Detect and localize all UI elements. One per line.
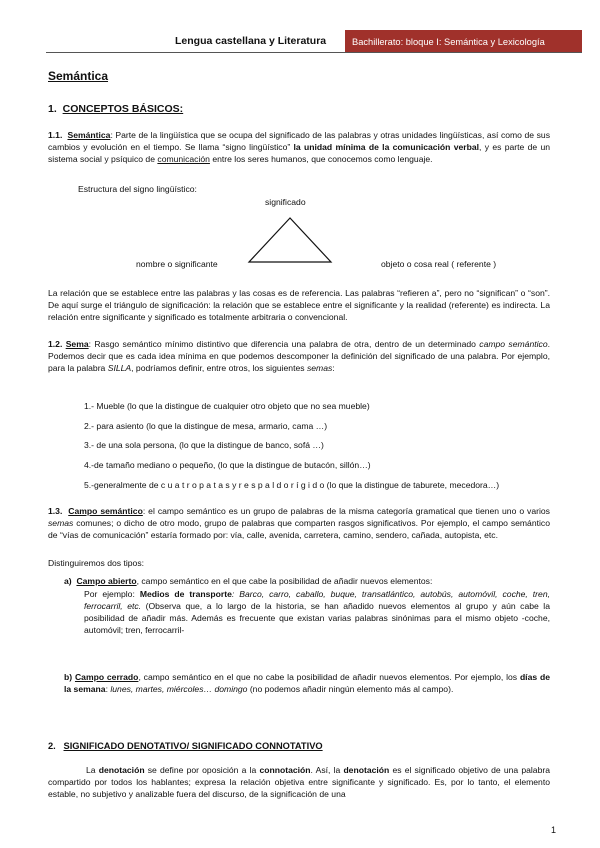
paragraph-1-2-text-a: : Rasgo semántico mínimo distintivo que diferencia una palabra de otra, dentro de un determinado	[88, 339, 480, 349]
semiotic-triangle-icon	[245, 216, 335, 264]
triangle-label-top: significado	[265, 197, 306, 207]
header-course: Lengua castellana y Literatura	[175, 35, 327, 47]
campo-abierto-bold: Medios de transporte	[139, 589, 232, 599]
header-divider	[46, 52, 582, 53]
term-campo-abierto: Campo abierto	[76, 576, 137, 586]
types-intro: Distinguiremos dos tipos:	[48, 558, 145, 568]
paragraph-1-2-italic-c: semas	[306, 362, 333, 373]
paragraph-2-text-b: se define por oposición a la	[144, 765, 260, 775]
sema-item: 3.- de una sola persona, (lo que la distingue de banco, sofá …)	[84, 440, 324, 450]
campo-abierto-text-c: (Observa que, a lo largo de la historia, se han añadido nuevos elementos al grupo y aún cabe la posibilidad de añadir más. Además es frecuente que existan varias palabras sinónimas para el mismo objeto -coche, automóvil; tren, ferrocarril-	[84, 600, 550, 635]
paragraph-1-2-italic-b: SILLA	[107, 362, 132, 373]
section-2-label: SIGNIFICADO DENOTATIVO/ SIGNIFICADO CONNOTATIVO	[63, 741, 323, 751]
paragraph-1-2-number: 1.2.	[48, 339, 63, 349]
term-campo-semantico: Campo semántico	[68, 506, 143, 516]
section-1-number: 1.	[48, 103, 57, 115]
paragraph-1-2-italic-a: campo semántico	[479, 339, 548, 349]
paragraph-2-text-c: . Así, la	[310, 765, 344, 775]
paragraph-1-2-text-c: , podríamos definir, entre otros, los siguientes	[131, 362, 307, 373]
term-sema: Sema	[65, 339, 89, 349]
section-1-label: CONCEPTOS BÁSICOS:	[62, 103, 184, 115]
paragraph-1-1-text-c: entre los seres humanos, que conocemos como lenguaje.	[209, 153, 433, 164]
campo-abierto-italic: : Barco, carro, caballo, buque, transatlántico, autobús, automóvil, coche, tren, ferrocarril, etc.	[84, 589, 550, 611]
paragraph-2-bold-c: denotación	[343, 765, 390, 775]
campo-abierto-example	[84, 589, 550, 636]
campo-cerrado-text-b: :	[105, 683, 111, 694]
paragraph-2-text-a: La	[86, 765, 99, 775]
term-campo-cerrado: Campo cerrado	[74, 672, 139, 682]
paragraph-1-3	[48, 506, 550, 542]
paragraph-1-2-text-b: . Podemos decir que es cada idea mínima en que podemos descomponer la definición del significado de una palabra. Por ejemplo, para la palabra	[48, 339, 550, 373]
campo-cerrado-text-c: (no podemos añadir ningún elemento más al campo).	[247, 683, 454, 694]
paragraph-2-bold-a: denotación	[98, 765, 145, 775]
sema-item: 1.- Mueble (lo que la distingue de cualquier otro objeto que no sea mueble)	[84, 401, 370, 411]
header-section-banner: Bachillerato: bloque I: Semántica y Lexicología	[345, 30, 582, 52]
paragraph-1-2-text-d: :	[332, 362, 335, 373]
sema-item: 4.-de tamaño mediano o pequeño, (lo que la distingue de butacón, sillón…)	[84, 460, 371, 470]
paragraph-1-1-text-a: : Parte de la lingüística que se ocupa del significado de las palabras y otras unidades lingüísticas, así como de sus cambios y evolución en el tiempo. Se llama “signo lingüístico”	[48, 130, 550, 152]
paragraph-1-3-text-b: comunes; o dicho de otro modo, grupo de palabras que comparten rasgos significativos. Por ejemplo, el campo semántico de “vías de comunicación” estaría formado por: vía, calle, avenida, carretera, camino, sendero, cañada, autopista, etc.	[48, 517, 550, 540]
campo-abierto-letter: a)	[64, 576, 72, 586]
campo-cerrado-letter: b)	[64, 672, 73, 682]
campo-abierto-text-b: Por ejemplo:	[84, 589, 140, 599]
section-2-heading	[48, 740, 323, 753]
paragraph-2-bold-b: connotación	[259, 765, 311, 775]
sema-5-text-c: (lo que la distingue de taburete, mecedora…)	[326, 480, 500, 490]
paragraph-1-1-bold: la unidad mínima de la comunicación verbal	[293, 141, 480, 152]
paragraph-1-3-text-a: : el campo semántico es un grupo de palabras de la misma categoría gramatical que tienen uno o varios	[142, 506, 550, 516]
paragraph-1-2	[48, 339, 550, 375]
structure-caption: Estructura del signo lingüístico:	[78, 184, 197, 194]
paragraph-1-1-number: 1.1.	[48, 130, 63, 140]
campo-cerrado-text-a: , campo semántico en el que no cabe la posibilidad de añadir nuevos elementos. Por ejemplo, los	[138, 672, 520, 682]
campo-cerrado-paragraph	[64, 672, 550, 696]
triangle-label-left: nombre o significante	[136, 259, 218, 269]
page-title: Semántica	[48, 69, 109, 83]
section-2-number: 2.	[48, 741, 56, 751]
sema-item: 2.- para asiento (lo que la distingue de mesa, armario, cama …)	[84, 421, 328, 431]
paragraph-1-1-text-b: , y es parte de un sistema social y psíquico de	[48, 141, 550, 164]
page-number: 1	[550, 824, 556, 835]
sema-5-text-b: c u a t r o p a t a s y r e s p a l d o r í g i d o	[160, 480, 325, 490]
triangle-label-right: objeto o cosa real ( referente )	[381, 259, 497, 269]
paragraph-1-3-italic: semas	[48, 517, 74, 528]
relation-paragraph: La relación que se establece entre las palabras y las cosas es de referencia. Las palabras “refieren a”, pero no “significan” o “son”. De aquí surge el triángulo de significación: la relación que se establece entre el significante y la realidad (referente) es indirecta. La relación entre significante y significado es totalmente arbitraria o convencional.	[48, 288, 550, 322]
section-1-heading	[48, 102, 183, 116]
campo-abierto-heading	[64, 576, 550, 588]
paragraph-2-text-d: es el significado objetivo de una palabra compartido por todos los hablantes; expresa la relación objetiva entre significante y significado. Es, por lo tanto, el elemento estable, no subjetivo y analizable fuera del discurso, de la significación de una	[48, 765, 550, 799]
sema-item-5	[84, 480, 550, 492]
paragraph-1-1-underlined: comunicación	[157, 153, 210, 164]
campo-abierto-text-a: , campo semántico en el que cabe la posibilidad de añadir nuevos elementos:	[136, 576, 433, 586]
campo-cerrado-bold: días de la semana	[64, 672, 550, 694]
paragraph-2	[48, 765, 550, 801]
paragraph-1-3-number: 1.3.	[48, 506, 63, 516]
paragraph-1-1	[48, 130, 550, 166]
sema-5-text-a: 5.-generalmente de	[84, 480, 159, 490]
term-semantica: Semántica	[67, 130, 111, 140]
campo-cerrado-italic: lunes, martes, miércoles… domingo	[110, 683, 248, 694]
